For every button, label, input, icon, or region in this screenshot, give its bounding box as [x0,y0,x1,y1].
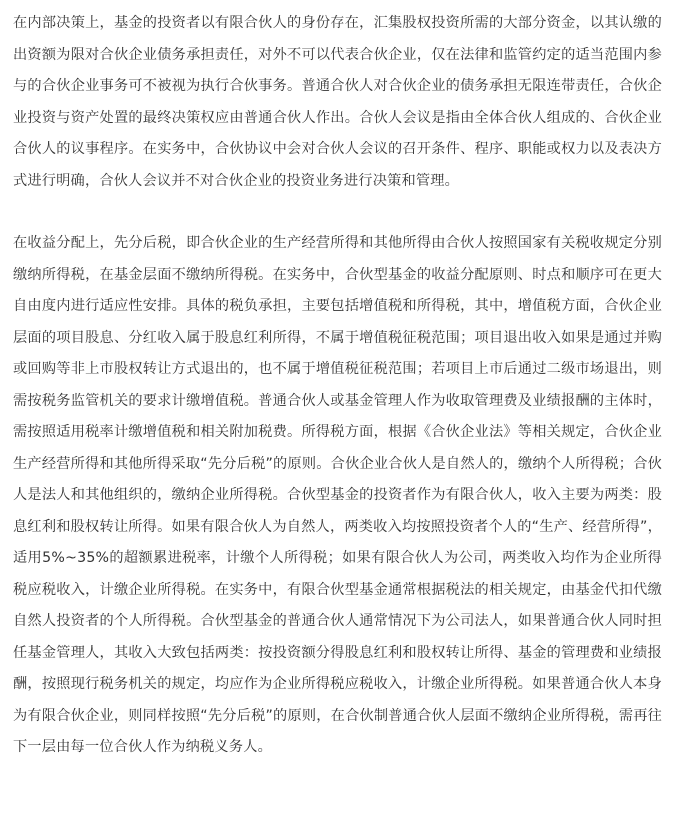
paragraph-internal-decision: 在内部决策上，基金的投资者以有限合伙人的身份存在，汇集股权投资所需的大部分资金，以其认缴的出资额为限对合伙企业债务承担责任，对外不可以代表合伙企业，仅在法律和监管约定的适当范围内参与的合伙企业事务可不被视为执行合伙事务。普通合伙人对合伙企业的债务承担无限连带责任，合伙企业投资与资产处置的最终决策权应由普通合伙人作出。合伙人会议是指由全体合伙人组成的、合伙企业合伙人的议事程序。在实务中，合伙协议中会对合伙人会议的召开条件、程序、职能或权力以及表决方式进行明确，合伙人会议并不对合伙企业的投资业务进行决策和管理。 [13,15,662,189]
paragraph-income-distribution: 在收益分配上，先分后税，即合伙企业的生产经营所得和其他所得由合伙人按照国家有关税收规定分别缴纳所得税，在基金层面不缴纳所得税。在实务中，合伙型基金的收益分配原则、时点和顺序可在更大自由度内进行适应性安排。具体的税负承担，主要包括增值税和所得税，其中，增值税方面，合伙企业层面的项目股息、分红收入属于股息红利所得，不属于增值税征税范围；项目退出收入如果是通过并购或回购等非上市股权转让方式退出的，也不属于增值税征税范围；若项目上市后通过二级市场退出，则需按税务监管机关的要求计缴增值税。普通合伙人或基金管理人作为收取管理费及业绩报酬的主体时，需按照适用税率计缴增值税和相关附加税费。所得税方面，根据《合伙企业法》等相关规定，合伙企业生产经营所得和其他所得采取“先分后税”的原则。合伙企业合伙人是自然人的，缴纳个人所得税；合伙人是法人和其他组织的，缴纳企业所得税。合伙型基金的投资者作为有限合伙人，收入主要为两类：股息红利和股权转让所得。如果有限合伙人为自然人，两类收入均按照投资者个人的“生产、经营所得”，适用5%~35%的超额累进税率，计缴个人所得税；如果有限合伙人为公司，两类收入均作为企业所得税应税收入，计缴企业所得税。在实务中，有限合伙型基金通常根据税法的相关规定，由基金代扣代缴自然人投资者的个人所得税。合伙型基金的普通合伙人通常情况下为公司法人，如果普通合伙人同时担任基金管理人，其收入大致包括两类：按投资额分得股息红利和股权转让所得、基金的管理费和业绩报酬，按照现行税务机关的规定，均应作为企业所得税应税收入，计缴企业所得税。如果普通合伙人本身为有限合伙企业，则同样按照“先分后税”的原则，在合伙制普通合伙人层面不缴纳企业所得税，需再往下一层由每一位合伙人作为纳税义务人。 [13,235,662,755]
